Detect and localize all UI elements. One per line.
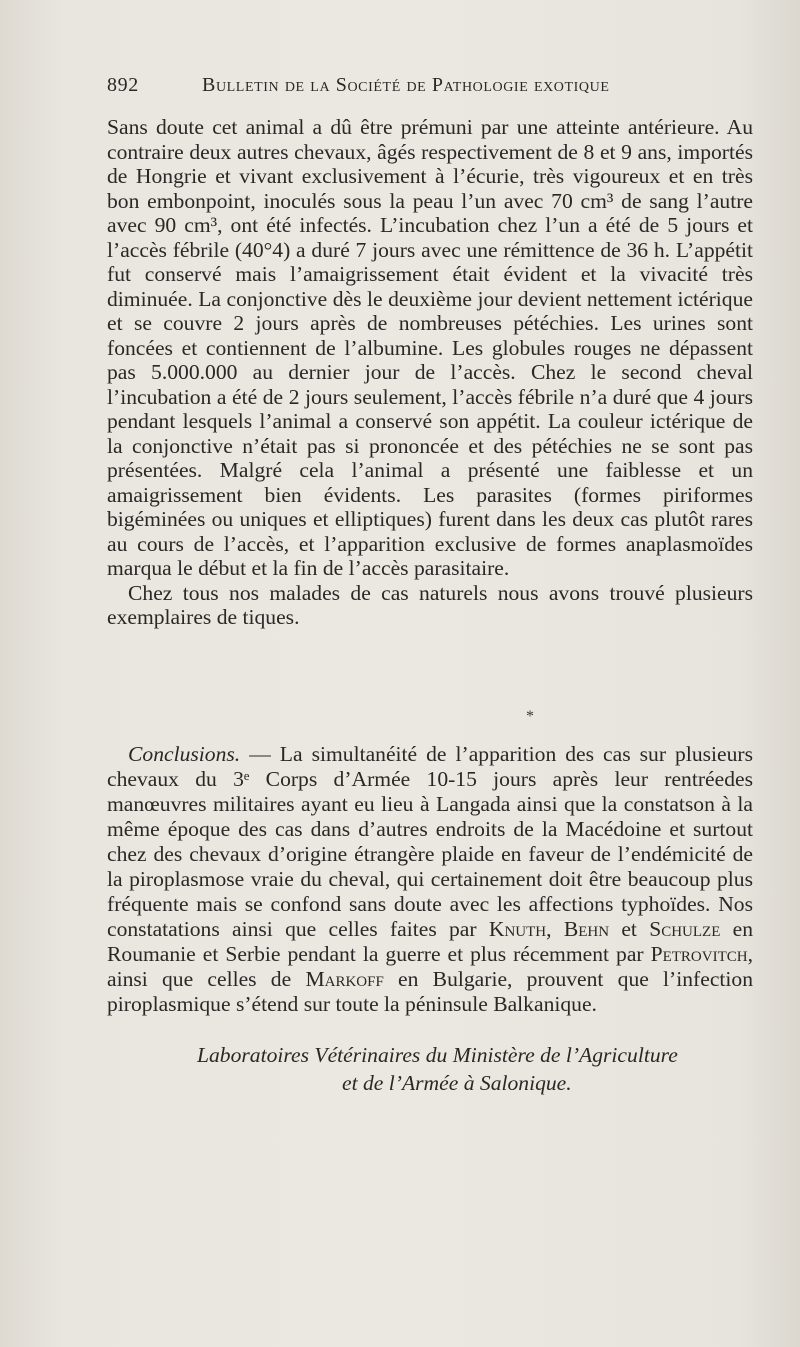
author-separator: ,: [546, 917, 564, 941]
conclusions-dash: —: [240, 742, 280, 766]
paragraph-1: Sans doute cet animal a dû être prémuni par une atteinte antérieure. Au contraire deux autres chevaux, âgés respectivement de 8 et 9 ans, importés de Hongrie et vivant exclusivement à l’écurie, très vigoureux et en très bon embonpoint, inoculés sous la peau l’un avec 70 cm³ de sang l’autre avec 90 cm³, ont été infectés. L’incubation chez l’un a été de 5 jours et l’accès fébrile (40°4) a duré 7 jours avec une rémittence de 36 h. L’appétit fut conservé mais l’amaigrissement était évident et la vivacité très diminuée. La conjonctive dès le deuxième jour devient nettement ictérique et se couvre 2 jours après de nombreuses pétéchies. Les urines sont foncées et contiennent de l’albumine. Les globules rouges ne dépassent pas 5.000.000 au dernier jour de l’accès. Chez le second cheval l’incubation a été de 2 jours seulement, l’accès fébrile n’a duré que 4 jours pendant lesquels l’animal a conservé son appétit. La couleur ictérique de la conjonctive n’était pas si prononcée et des pétéchies ne se sont pas présentées. Malgré cela l’animal a présenté une faiblesse et un amaigrissement bien évidents. Les parasites (formes piriformes bigéminées ou uniques et elliptiques) furent dans les deux cas plutôt rares au cours de l’accès, et l’apparition exclusive de formes anaplasmoïdes marqua le début et la fin de l’accès parasitaire.: [107, 115, 753, 580]
conclusions-section: [107, 742, 753, 1017]
author-knuth: Knuth: [488, 917, 547, 941]
author-schulze: Schulze: [649, 917, 721, 941]
running-header: [107, 74, 697, 102]
affiliation-line-2: et de l’Armée à Salonique.: [342, 1071, 572, 1095]
affiliation-line-1: Laboratoires Vétérinaires du Ministère de l’Agriculture: [197, 1043, 678, 1067]
page-number: 892: [107, 74, 139, 96]
conclusions-heading: Conclusions.: [128, 742, 241, 766]
conclusions-text-3: , ainsi que celles de: [107, 942, 753, 991]
running-title: Bulletin de la Société de Pathologie exotique: [202, 74, 610, 96]
author-and: et: [609, 917, 650, 941]
author-petrovitch: Petrovitch: [650, 942, 748, 966]
paragraph-2: Chez tous nos malades de cas naturels nous avons trouvé plusieurs exemplaires de tiques.: [107, 580, 753, 629]
conclusions-text-4: en Bulgarie, prouvent que l’infection piroplasmique s’étend sur toute la péninsule Balkanique.: [107, 967, 753, 1016]
author-markoff: Markoff: [305, 967, 384, 991]
section-separator: *: [526, 708, 534, 725]
body-text: [107, 115, 753, 630]
author-behn: Behn: [563, 917, 610, 941]
conclusions-paragraph: [107, 742, 753, 1017]
conclusions-text-1: La simultanéité de l’apparition des cas sur plusieurs chevaux du 3ᵉ Corps d’Armée 10-15 jours après leur rentréedes manœuvres militaires ayant eu lieu à Langada ainsi que la constatson à la même époque des cas dans d’autres endroits de la Macédoine et surtout chez des chevaux d’origine étrangère plaide en faveur de l’endémicité de la piroplasmose vraie du cheval, qui certainement doit être beaucoup plus fréquente mais se confond sans doute avec les affections typhoïdes. Nos constatations ainsi que celles faites par: [107, 742, 753, 941]
conclusions-text-2: en Roumanie et Serbie pendant la guerre et plus récemment par: [107, 917, 754, 966]
